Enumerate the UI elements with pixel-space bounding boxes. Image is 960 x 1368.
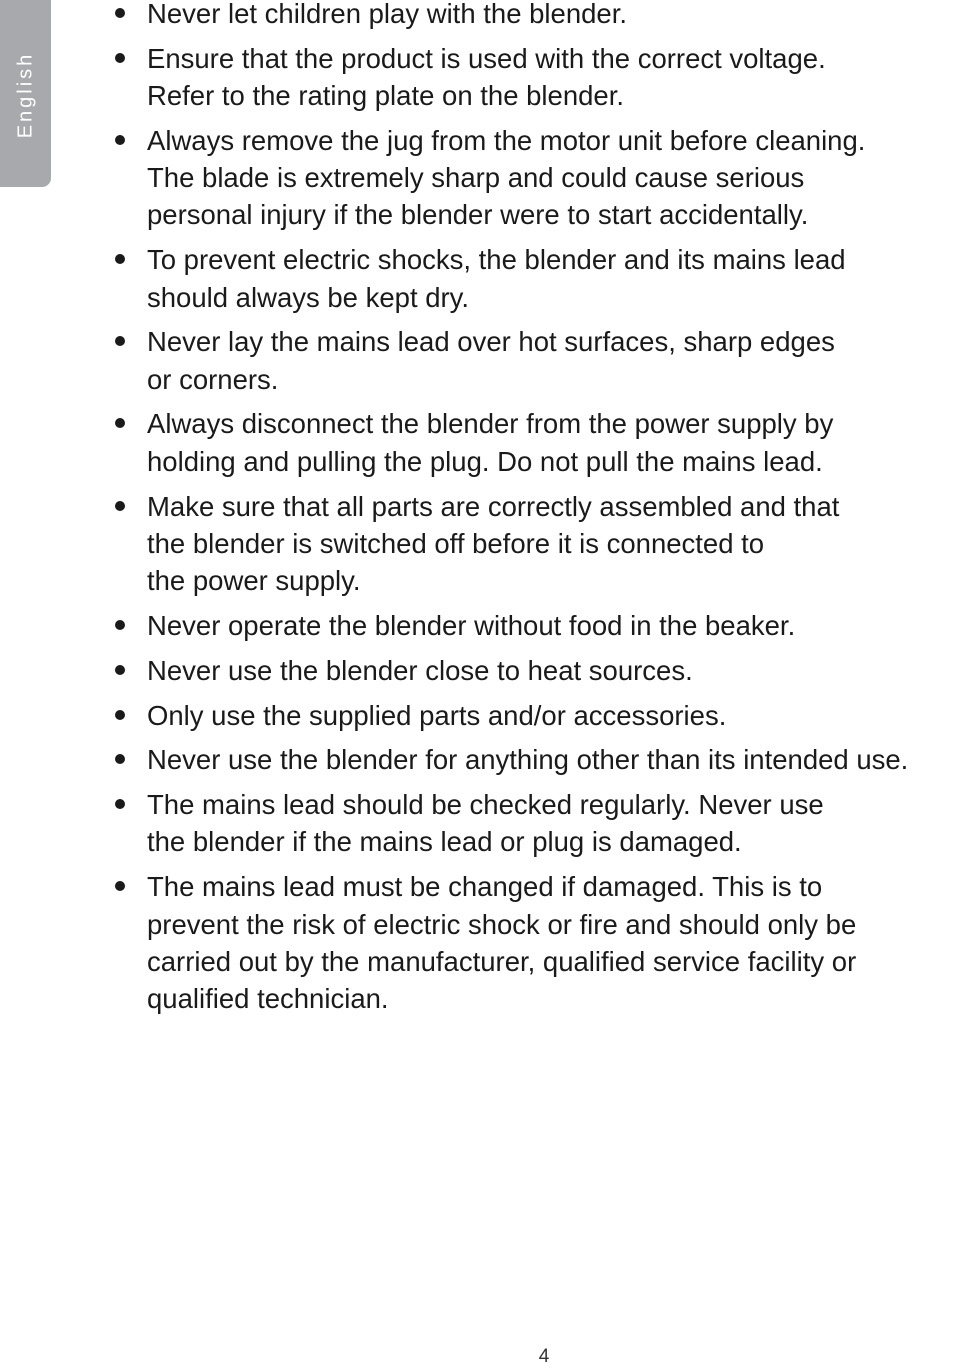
bullet-icon [115,799,125,809]
list-item [147,741,960,778]
bullet-icon [115,53,125,63]
safety-instructions-list [147,0,960,1025]
list-item-text: Always remove the jug from the motor unit before cleaning. The blade is extremely sharp and could cause serious personal injury if the blender were to start accidentally. [147,124,866,231]
bullet-icon [115,754,125,764]
list-item [147,488,960,600]
list-item [147,405,960,480]
list-item-text: Only use the supplied parts and/or accessories. [147,699,727,731]
bullet-icon [115,336,125,346]
bullet-icon [115,254,125,264]
language-tab-label: English [14,51,36,139]
list-item-text: Always disconnect the blender from the power supply by holding and pulling the plug. Do not pull the mains lead. [147,408,834,477]
list-item-text: Make sure that all parts are correctly assembled and that the blender is switched off before it is connected to the power supply. [147,490,840,597]
list-item-text: Never use the blender close to heat sources. [147,654,693,686]
list-item [147,122,960,234]
list-item-text: To prevent electric shocks, the blender and its mains lead should always be kept dry. [147,244,846,313]
list-item [147,786,960,861]
list-item [147,241,960,316]
list-item [147,652,960,689]
list-item [147,607,960,644]
bullet-icon [115,881,125,891]
bullet-icon [115,8,125,18]
list-item [147,0,960,32]
list-item [147,868,960,1017]
list-item-text: Never use the blender for anything other than its intended use. [147,744,909,776]
list-item [147,697,960,734]
list-item-text: Never lay the mains lead over hot surfaces, sharp edges or corners. [147,326,835,395]
bullet-icon [115,710,125,720]
list-item-text: Never operate the blender without food in the beaker. [147,609,796,641]
bullet-icon [115,501,125,511]
page-number: 4 [538,1346,550,1367]
list-item-text: The mains lead must be changed if damaged. This is to prevent the risk of electric shock or fire and should only be carried out by the manufacturer, qualified service facility or qualified technician. [147,871,857,1015]
bullet-icon [115,135,125,145]
list-item-text: Ensure that the product is used with the correct voltage. Refer to the rating plate on the blender. [147,42,826,112]
bullet-icon [115,418,125,428]
list-item [147,323,960,398]
list-item [147,40,960,115]
list-item-text: The mains lead should be checked regularly. Never use the blender if the mains lead or plug is damaged. [147,789,824,858]
bullet-icon [115,620,125,630]
list-item-text: Never let children play with the blender. [147,0,627,29]
bullet-icon [115,665,125,675]
language-tab [0,0,51,187]
